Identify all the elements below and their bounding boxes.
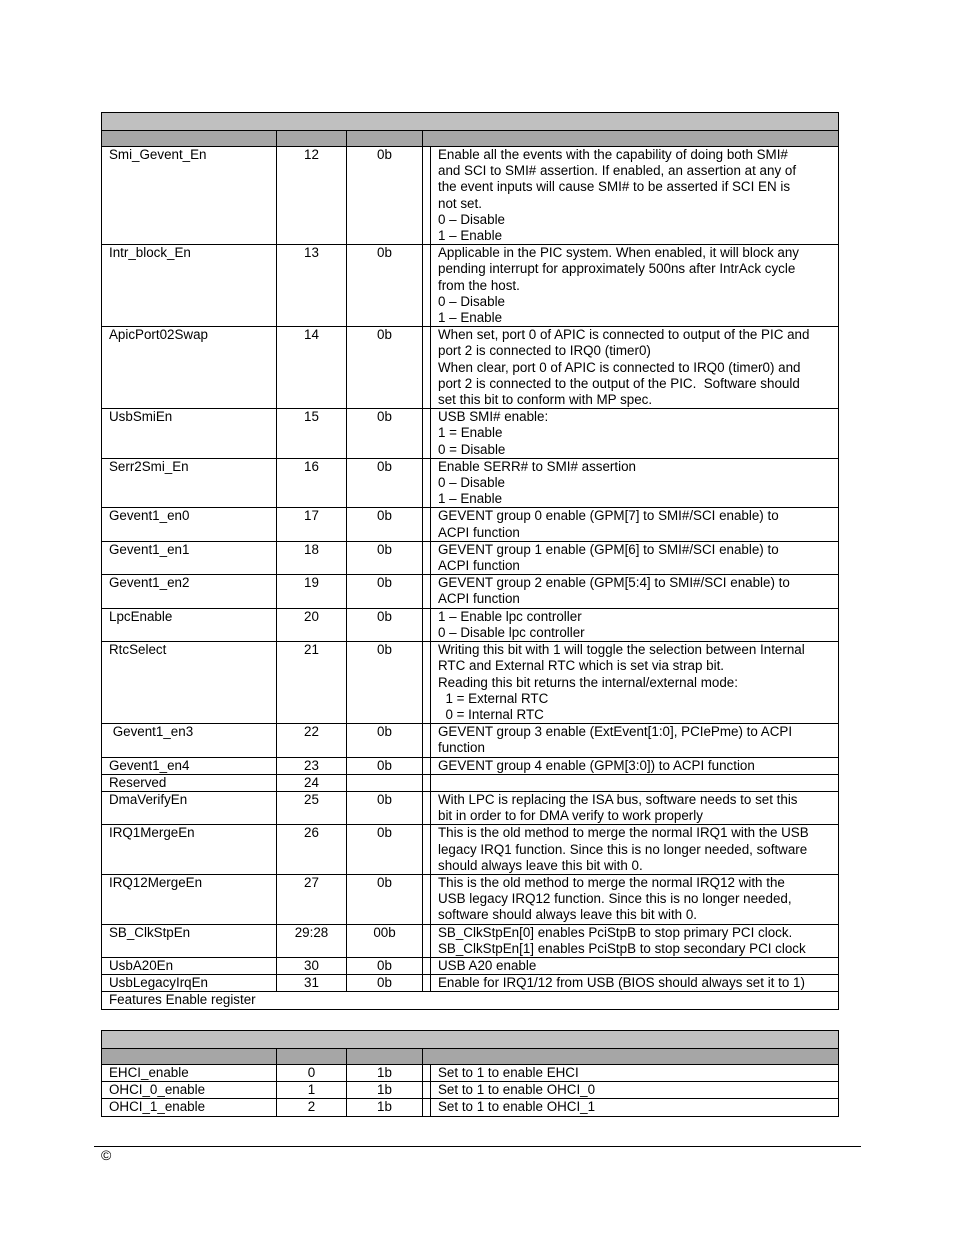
- field-name-cell: IRQ1MergeEn: [102, 825, 277, 875]
- spacer-cell: [423, 724, 431, 757]
- description-cell: Enable for IRQ1/12 from USB (BIOS should always set it to 1): [431, 975, 839, 992]
- default-cell: 1b: [347, 1099, 423, 1116]
- field-name-cell: Gevent1_en2: [102, 575, 277, 608]
- bits-cell: 31: [277, 975, 347, 992]
- spacer-cell: [423, 957, 431, 974]
- table-row: [102, 975, 839, 992]
- default-cell: 0b: [347, 957, 423, 974]
- table-row: [102, 327, 839, 409]
- bits-cell: 26: [277, 825, 347, 875]
- description-cell: Applicable in the PIC system. When enabled, it will block any pending interrupt for approximately 500ns after IntrAck cycle from the host. 0 – Disable 1 – Enable: [431, 245, 839, 327]
- description-cell: GEVENT group 0 enable (GPM[7] to SMI#/SCI enable) to ACPI function: [431, 508, 839, 541]
- default-cell: 0b: [347, 147, 423, 245]
- bits-cell: 19: [277, 575, 347, 608]
- description-cell: Set to 1 to enable OHCI_0: [431, 1082, 839, 1099]
- description-cell: This is the old method to merge the normal IRQ12 with the USB legacy IRQ12 function. Since this is no longer needed, software should always leave this bit with 0.: [431, 874, 839, 924]
- description-cell: GEVENT group 2 enable (GPM[5:4] to SMI#/SCI enable) to ACPI function: [431, 575, 839, 608]
- spacer-cell: [423, 774, 431, 791]
- spacer-cell: [423, 327, 431, 409]
- bits-cell: 17: [277, 508, 347, 541]
- field-name-cell: OHCI_0_enable: [102, 1082, 277, 1099]
- bits-cell: 16: [277, 458, 347, 508]
- table-row: [102, 541, 839, 574]
- table-row: [102, 874, 839, 924]
- field-name-cell: Gevent1_en1: [102, 541, 277, 574]
- table-row: [102, 924, 839, 957]
- default-cell: 0b: [347, 825, 423, 875]
- default-cell: 0b: [347, 757, 423, 774]
- bits-cell: 23: [277, 757, 347, 774]
- table-caption: Features Enable register: [102, 992, 839, 1009]
- table-row: [102, 508, 839, 541]
- spacer-cell: [423, 608, 431, 641]
- field-name-cell: Reserved: [102, 774, 277, 791]
- field-name-cell: SB_ClkStpEn: [102, 924, 277, 957]
- spacer-cell: [423, 757, 431, 774]
- default-cell: 0b: [347, 409, 423, 459]
- bits-cell: 29:28: [277, 924, 347, 957]
- default-cell: 0b: [347, 327, 423, 409]
- table-header-row: [102, 131, 839, 147]
- field-name-cell: Serr2Smi_En: [102, 458, 277, 508]
- default-cell: 1b: [347, 1082, 423, 1099]
- field-name-cell: DmaVerifyEn: [102, 791, 277, 824]
- default-cell: [347, 774, 423, 791]
- description-cell: GEVENT group 4 enable (GPM[3:0]) to ACPI function: [431, 757, 839, 774]
- table-row: [102, 774, 839, 791]
- spacer-cell: [423, 791, 431, 824]
- spacer-cell: [423, 874, 431, 924]
- table-header-row: [102, 1049, 839, 1065]
- default-cell: 0b: [347, 458, 423, 508]
- field-name-cell: IRQ12MergeEn: [102, 874, 277, 924]
- table-row: [102, 409, 839, 459]
- description-cell: [431, 774, 839, 791]
- bits-cell: 15: [277, 409, 347, 459]
- description-cell: GEVENT group 1 enable (GPM[6] to SMI#/SCI enable) to ACPI function: [431, 541, 839, 574]
- bits-cell: 30: [277, 957, 347, 974]
- bits-cell: 25: [277, 791, 347, 824]
- description-cell: 1 – Enable lpc controller 0 – Disable lpc controller: [431, 608, 839, 641]
- features-enable-register-table: [101, 112, 839, 1010]
- bits-cell: 22: [277, 724, 347, 757]
- footer-divider: [94, 1146, 861, 1147]
- default-cell: 0b: [347, 245, 423, 327]
- spacer-cell: [423, 642, 431, 724]
- bits-cell: 27: [277, 874, 347, 924]
- field-name-cell: Gevent1_en3: [102, 724, 277, 757]
- description-cell: GEVENT group 3 enable (ExtEvent[1:0], PCIePme) to ACPI function: [431, 724, 839, 757]
- table-row: [102, 757, 839, 774]
- bits-cell: 21: [277, 642, 347, 724]
- table-row: [102, 1065, 839, 1082]
- field-name-cell: LpcEnable: [102, 608, 277, 641]
- field-name-cell: OHCI_1_enable: [102, 1099, 277, 1116]
- field-name-cell: EHCI_enable: [102, 1065, 277, 1082]
- bits-cell: 0: [277, 1065, 347, 1082]
- description-cell: USB A20 enable: [431, 957, 839, 974]
- spacer-cell: [423, 1082, 431, 1099]
- field-name-cell: UsbA20En: [102, 957, 277, 974]
- default-cell: 1b: [347, 1065, 423, 1082]
- table-row: [102, 825, 839, 875]
- bits-cell: 18: [277, 541, 347, 574]
- table-row: [102, 147, 839, 245]
- description-cell: Set to 1 to enable OHCI_1: [431, 1099, 839, 1116]
- bits-cell: 12: [277, 147, 347, 245]
- field-name-cell: Gevent1_en0: [102, 508, 277, 541]
- field-name-cell: UsbSmiEn: [102, 409, 277, 459]
- table-title-row: [102, 113, 839, 131]
- default-cell: 00b: [347, 924, 423, 957]
- bits-cell: 20: [277, 608, 347, 641]
- spacer-cell: [423, 924, 431, 957]
- table-row: [102, 642, 839, 724]
- default-cell: 0b: [347, 724, 423, 757]
- table-row: [102, 458, 839, 508]
- field-name-cell: ApicPort02Swap: [102, 327, 277, 409]
- default-cell: 0b: [347, 975, 423, 992]
- default-cell: 0b: [347, 508, 423, 541]
- table-row: [102, 575, 839, 608]
- field-name-cell: RtcSelect: [102, 642, 277, 724]
- default-cell: 0b: [347, 874, 423, 924]
- spacer-cell: [423, 975, 431, 992]
- field-name-cell: Intr_block_En: [102, 245, 277, 327]
- spacer-cell: [423, 245, 431, 327]
- spacer-cell: [423, 508, 431, 541]
- default-cell: 0b: [347, 642, 423, 724]
- description-cell: This is the old method to merge the normal IRQ1 with the USB legacy IRQ1 function. Since this is no longer needed, software should always leave this bit with 0.: [431, 825, 839, 875]
- table-caption-row: [102, 992, 839, 1009]
- table-row: [102, 724, 839, 757]
- default-cell: 0b: [347, 608, 423, 641]
- spacer-cell: [423, 1065, 431, 1082]
- description-cell: SB_ClkStpEn[0] enables PciStpB to stop primary PCI clock. SB_ClkStpEn[1] enables PciStpB to stop secondary PCI clock: [431, 924, 839, 957]
- table-title-row: [102, 1031, 839, 1049]
- description-cell: USB SMI# enable: 1 = Enable 0 = Disable: [431, 409, 839, 459]
- bits-cell: 13: [277, 245, 347, 327]
- copyright-symbol: ©: [101, 1147, 112, 1163]
- field-name-cell: Smi_Gevent_En: [102, 147, 277, 245]
- spacer-cell: [423, 575, 431, 608]
- spacer-cell: [423, 541, 431, 574]
- table-row: [102, 1082, 839, 1099]
- bits-cell: 2: [277, 1099, 347, 1116]
- table-row: [102, 245, 839, 327]
- table-row: [102, 608, 839, 641]
- default-cell: 0b: [347, 575, 423, 608]
- bits-cell: 24: [277, 774, 347, 791]
- description-cell: Enable all the events with the capability of doing both SMI# and SCI to SMI# assertion. If enabled, an assertion at any of the event inputs will cause SMI# to be asserted if SCI EN is not set. 0 – Disable 1 – Enable: [431, 147, 839, 245]
- default-cell: 0b: [347, 791, 423, 824]
- default-cell: 0b: [347, 541, 423, 574]
- bits-cell: 14: [277, 327, 347, 409]
- spacer-cell: [423, 147, 431, 245]
- field-name-cell: Gevent1_en4: [102, 757, 277, 774]
- description-cell: Set to 1 to enable EHCI: [431, 1065, 839, 1082]
- usb-enable-register-table: [101, 1030, 839, 1117]
- table-row: [102, 957, 839, 974]
- description-cell: Writing this bit with 1 will toggle the selection between Internal RTC and External RTC which is set via strap bit. Reading this bit returns the internal/external mode: 1 = External RTC 0 = Internal RTC: [431, 642, 839, 724]
- description-cell: Enable SERR# to SMI# assertion 0 – Disable 1 – Enable: [431, 458, 839, 508]
- table-row: [102, 1099, 839, 1116]
- field-name-cell: UsbLegacyIrqEn: [102, 975, 277, 992]
- description-cell: When set, port 0 of APIC is connected to output of the PIC and port 2 is connected to IRQ0 (timer0) When clear, port 0 of APIC is connected to IRQ0 (timer0) and port 2 is connected to the output of the PIC. Software should set this bit to conform with MP spec.: [431, 327, 839, 409]
- description-cell: With LPC is replacing the ISA bus, software needs to set this bit in order to for DMA verify to work properly: [431, 791, 839, 824]
- spacer-cell: [423, 458, 431, 508]
- spacer-cell: [423, 825, 431, 875]
- table-row: [102, 791, 839, 824]
- spacer-cell: [423, 1099, 431, 1116]
- bits-cell: 1: [277, 1082, 347, 1099]
- spacer-cell: [423, 409, 431, 459]
